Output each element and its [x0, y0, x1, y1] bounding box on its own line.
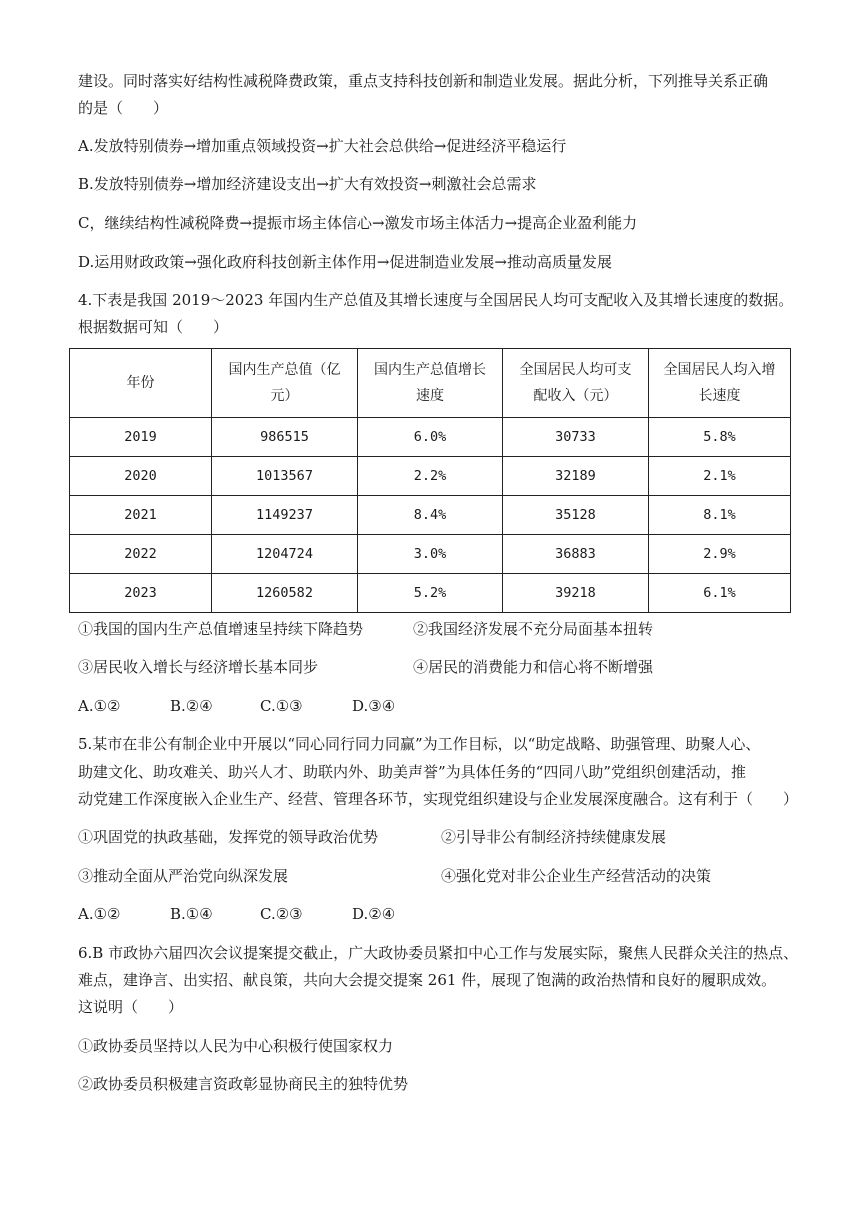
- q3-stem-line-2: 的是（ ）: [78, 99, 169, 117]
- q4-statement-4: ④居民的消费能力和信心将不断增强: [413, 658, 654, 676]
- header-year: 年份: [70, 349, 212, 418]
- q6-statement-1: ①政协委员坚持以人民为中心积极行使国家权力: [78, 1037, 394, 1055]
- q5-statement-2: ②引导非公有制经济持续健康发展: [441, 828, 667, 846]
- header-gdp-growth: 国内生产总值增长 速度: [358, 349, 503, 418]
- q4-choice-a: A.①②: [78, 697, 121, 715]
- q4-stem-line-1: 4.下表是我国 2019～2023 年国内生产总值及其增长速度与全国居民人均可支配收入及其增长速度的数据。: [78, 291, 794, 309]
- table-cell: 2019: [70, 418, 212, 457]
- q5-choice-c: C.②③: [260, 905, 303, 923]
- q3-option-d: D.运用财政政策→强化政府科技创新主体作用→促进制造业发展→推动高质量发展: [78, 253, 612, 271]
- q4-choice-d: D.③④: [352, 697, 396, 715]
- q5-stem-line-3: 动党建工作深度嵌入企业生产、经营、管理各环节，实现党组织建设与企业发展深度融合。这有利于（ ）: [78, 790, 799, 808]
- q6-stem-line-2: 难点，建诤言、出实招、献良策，共向大会提交提案 261 件，展现了饱满的政治热情和良好的履职成效。: [78, 971, 777, 989]
- q4-statement-2: ②我国经济发展不充分局面基本扭转: [413, 620, 654, 638]
- table-cell: 2.2%: [358, 457, 503, 496]
- q3-option-c: C，继续结构性减税降费→提振市场主体信心→激发市场主体活力→提高企业盈利能力: [78, 214, 638, 232]
- table-row: [70, 496, 791, 535]
- q6-stem-line-1: 6.B 市政协六届四次会议提案提交截止，广大政协委员紧扣中心工作与发展实际，聚焦人民群众关注的热点、: [78, 944, 799, 962]
- q5-statement-1: ①巩固党的执政基础，发挥党的领导政治优势: [78, 828, 379, 846]
- table-cell: 1260582: [212, 574, 358, 613]
- gdp-income-table: [69, 348, 791, 613]
- table-cell: 1013567: [212, 457, 358, 496]
- table-cell: 2.9%: [649, 535, 791, 574]
- table-cell: 986515: [212, 418, 358, 457]
- q5-choice-a: A.①②: [78, 905, 121, 923]
- table-cell: 2.1%: [649, 457, 791, 496]
- q6-stem-line-3: 这说明（ ）: [78, 998, 184, 1016]
- table-cell: 6.0%: [358, 418, 503, 457]
- table-row: [70, 535, 791, 574]
- q5-choice-b: B.①④: [170, 905, 213, 923]
- table-cell: 5.8%: [649, 418, 791, 457]
- q4-statement-1: ①我国的国内生产总值增速呈持续下降趋势: [78, 620, 364, 638]
- table-cell: 36883: [503, 535, 649, 574]
- table-cell: 35128: [503, 496, 649, 535]
- table-row: [70, 457, 791, 496]
- header-gdp: 国内生产总值（亿 元）: [212, 349, 358, 418]
- table-cell: 1149237: [212, 496, 358, 535]
- table-header-row: [70, 349, 791, 418]
- table-cell: 5.2%: [358, 574, 503, 613]
- q4-stem-line-2: 根据数据可知（ ）: [78, 318, 229, 336]
- table-row: [70, 574, 791, 613]
- q5-stem-line-2: 助建文化、助攻难关、助兴人才、助联内外、助美声誉”为具体任务的“四同八助”党组织创建活动，推: [78, 763, 747, 781]
- q3-option-b: B.发放特别债券→增加经济建设支出→扩大有效投资→刺激社会总需求: [78, 175, 537, 193]
- table-cell: 2020: [70, 457, 212, 496]
- table-cell: 1204724: [212, 535, 358, 574]
- table-cell: 2022: [70, 535, 212, 574]
- q4-statement-3: ③居民收入增长与经济增长基本同步: [78, 658, 319, 676]
- table-cell: 32189: [503, 457, 649, 496]
- q5-stem-line-1: 5.某市在非公有制企业中开展以“同心同行同力同赢”为工作目标，以“助定战略、助强管理、助聚人心、: [78, 735, 761, 753]
- table-cell: 2021: [70, 496, 212, 535]
- header-income-growth: 全国居民人均入增 长速度: [649, 349, 791, 418]
- table-row: [70, 418, 791, 457]
- q3-option-a: A.发放特别债券→增加重点领域投资→扩大社会总供给→促进经济平稳运行: [78, 137, 567, 155]
- table-cell: 39218: [503, 574, 649, 613]
- header-income: 全国居民人均可支 配收入（元）: [503, 349, 649, 418]
- q5-choice-d: D.②④: [352, 905, 396, 923]
- table-cell: 30733: [503, 418, 649, 457]
- q4-choice-c: C.①③: [260, 697, 303, 715]
- table-cell: 2023: [70, 574, 212, 613]
- q6-statement-2: ②政协委员积极建言资政彰显协商民主的独特优势: [78, 1075, 409, 1093]
- q4-choice-b: B.②④: [170, 697, 213, 715]
- table-cell: 8.4%: [358, 496, 503, 535]
- table-cell: 6.1%: [649, 574, 791, 613]
- table-cell: 3.0%: [358, 535, 503, 574]
- q5-statement-3: ③推动全面从严治党向纵深发展: [78, 867, 289, 885]
- table-cell: 8.1%: [649, 496, 791, 535]
- q3-stem-line-1: 建设。同时落实好结构性减税降费政策，重点支持科技创新和制造业发展。据此分析，下列推导关系正确: [78, 72, 769, 90]
- q5-statement-4: ④强化党对非公企业生产经营活动的决策: [441, 867, 712, 885]
